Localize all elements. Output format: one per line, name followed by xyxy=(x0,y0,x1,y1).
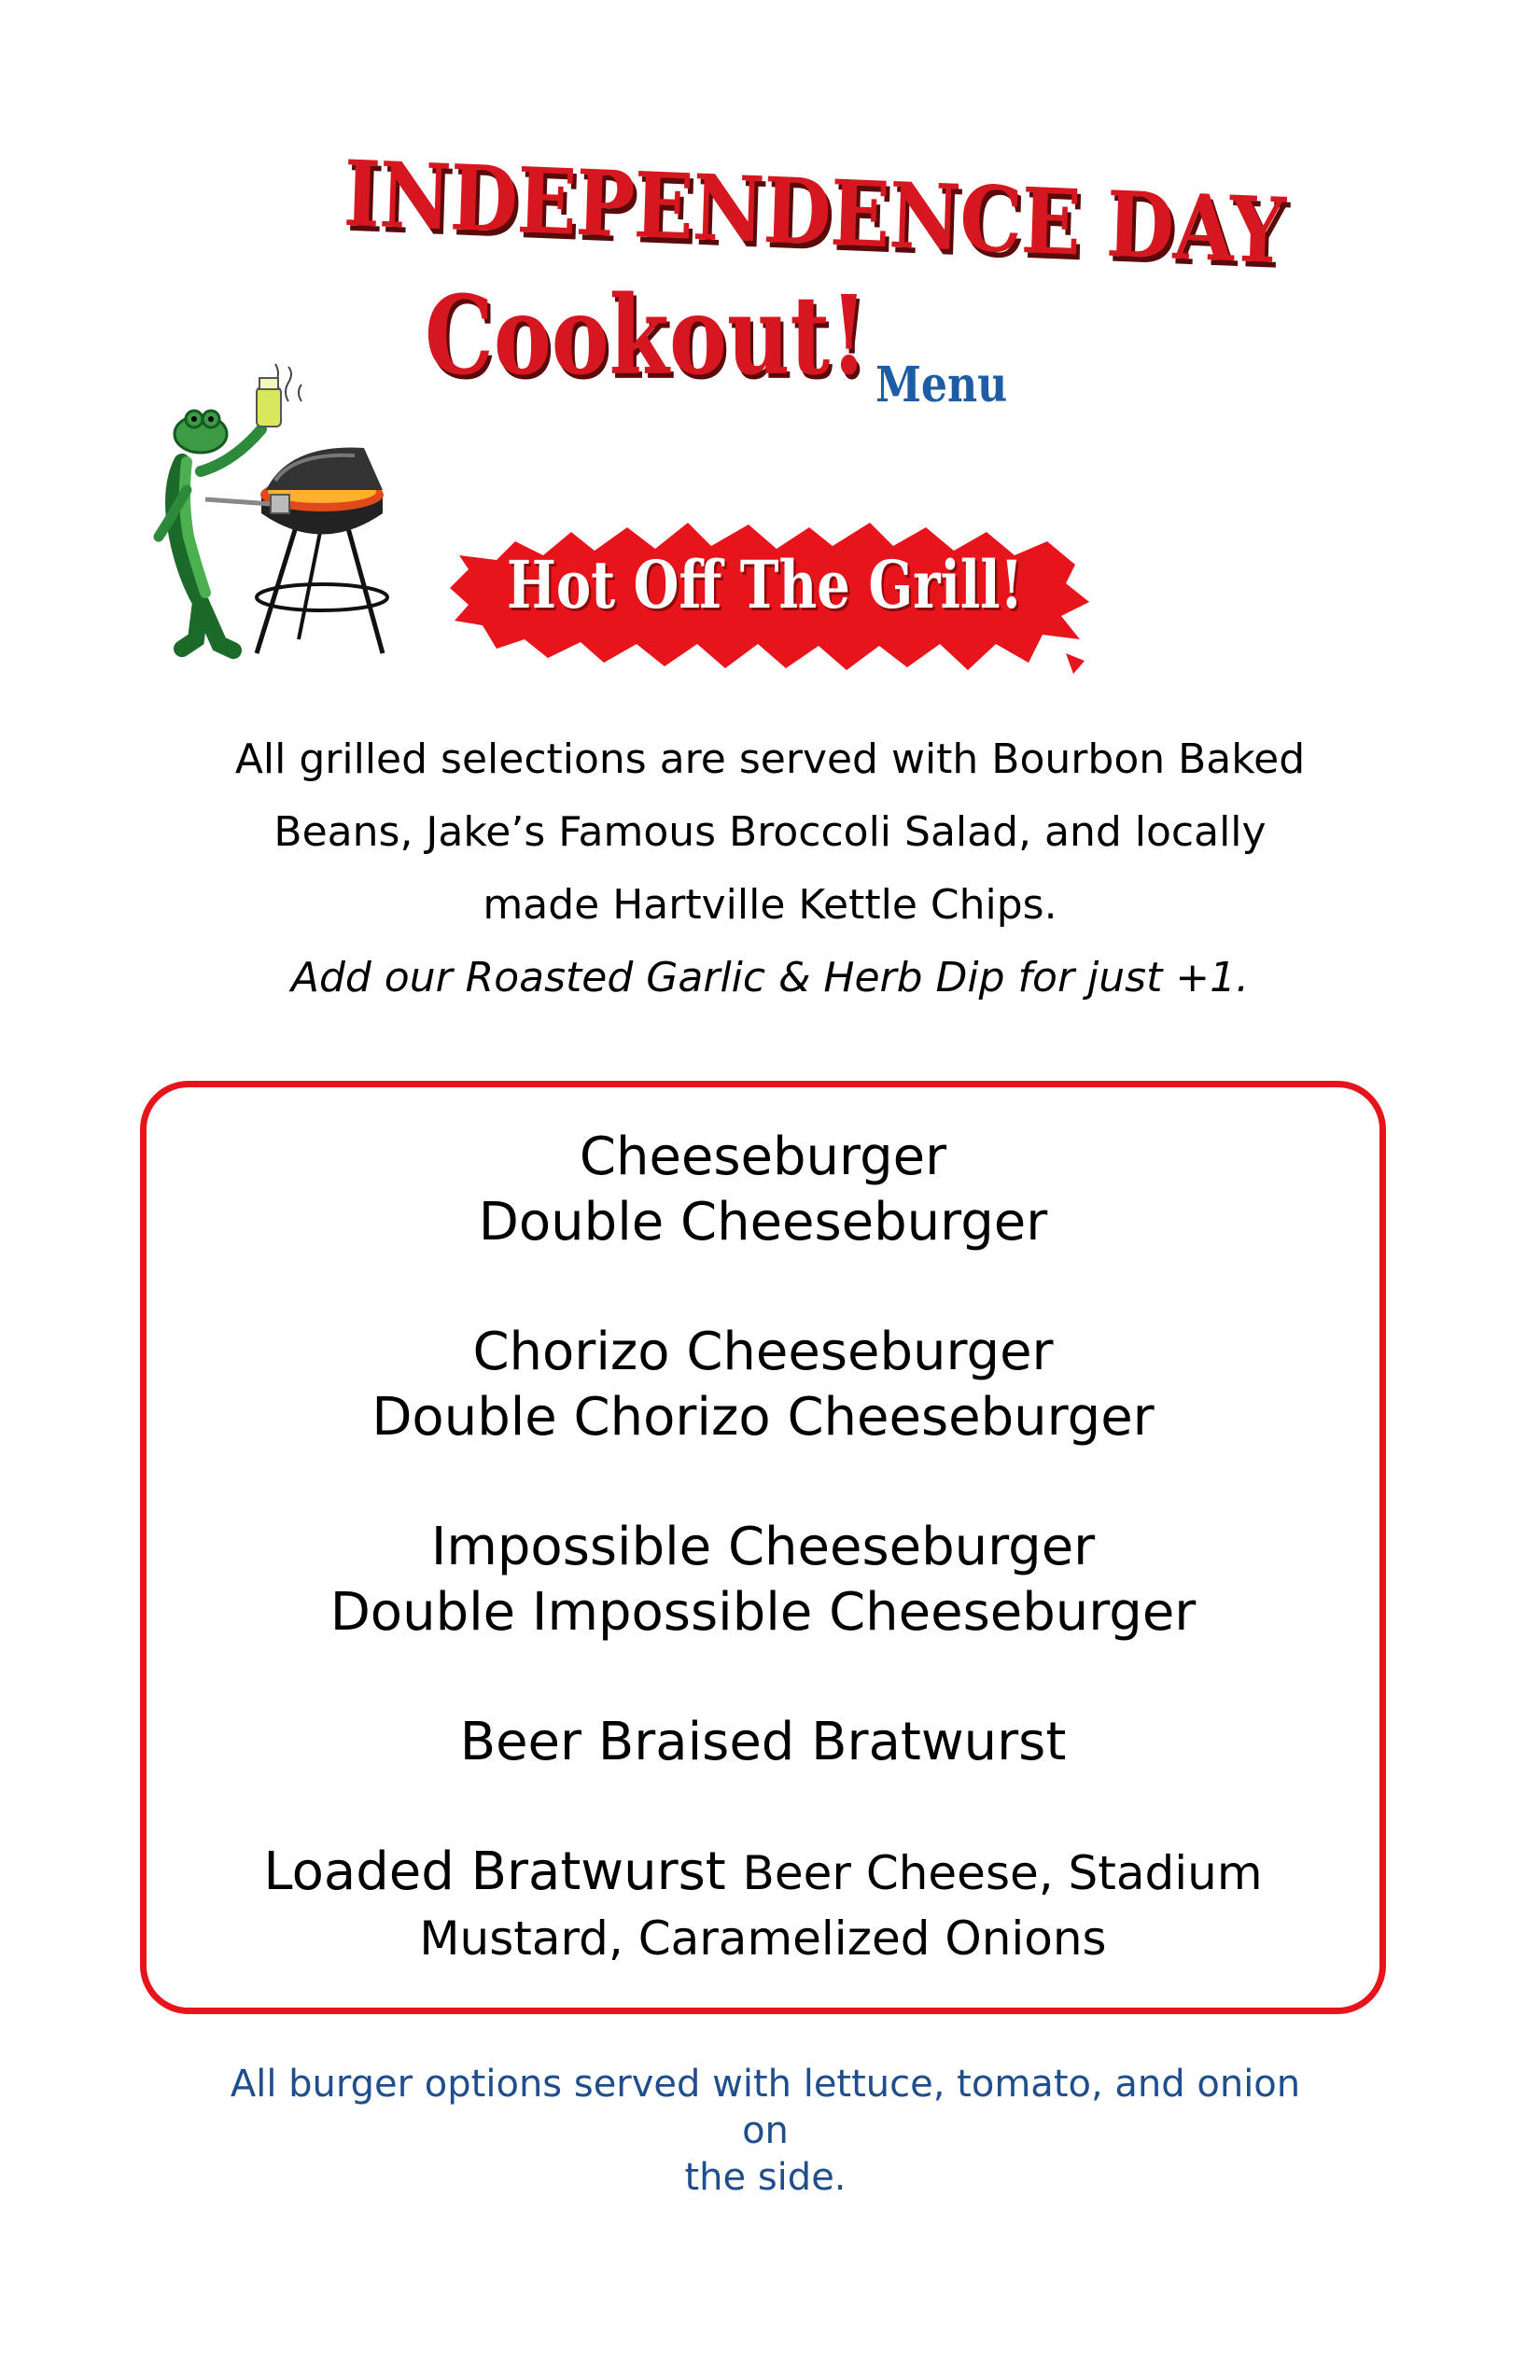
intro-line: All grilled selections are served with Bourbon Baked xyxy=(234,735,1306,783)
menu-items xyxy=(140,1125,1386,1971)
menu-item-description: Beer Cheese, Stadium xyxy=(742,1846,1263,1900)
menu-item: Double Impossible Cheeseburger xyxy=(329,1582,1197,1643)
menu-item: Chorizo Cheeseburger xyxy=(472,1322,1054,1382)
frog-grilling-icon xyxy=(131,359,401,667)
intro-paragraph xyxy=(140,723,1400,1015)
footnote-line: the side. xyxy=(684,2156,847,2199)
title-menu-label: Menu xyxy=(875,357,1008,413)
menu-group-cheeseburger xyxy=(140,1125,1386,1255)
menu-item: Double Chorizo Cheeseburger xyxy=(371,1387,1155,1448)
intro-line: made Hartville Kettle Chips. xyxy=(483,881,1057,929)
footnote xyxy=(205,2061,1325,2201)
menu-group-loaded-bratwurst xyxy=(140,1840,1386,1971)
menu-item-name: Loaded Bratwurst xyxy=(263,1841,726,1902)
menu-item: Beer Braised Bratwurst xyxy=(459,1712,1067,1772)
menu-item: Impossible Cheeseburger xyxy=(430,1517,1096,1577)
menu-item: Cheeseburger xyxy=(579,1127,947,1187)
menu-item-description: Mustard, Caramelized Onions xyxy=(419,1911,1107,1966)
grill-banner-text: Hot Off The Grill! xyxy=(506,546,1024,623)
title-cookout: Cookout! xyxy=(425,273,868,399)
footnote-line: All burger options served with lettuce, tomato, and onion on xyxy=(230,2063,1301,2152)
menu-group-impossible xyxy=(140,1515,1386,1645)
menu-item-loaded-bratwurst xyxy=(140,1840,1386,1906)
menu-group-bratwurst xyxy=(140,1710,1386,1775)
menu-item: Double Cheeseburger xyxy=(478,1192,1048,1253)
intro-line: Beans, Jake’s Famous Broccoli Salad, and locally xyxy=(273,808,1267,856)
title-independence-day: INDEPENDENCE DAY xyxy=(342,140,1286,285)
intro-addon: Add our Roasted Garlic & Herb Dip for just +1. xyxy=(290,954,1250,1001)
menu-group-chorizo xyxy=(140,1320,1386,1450)
